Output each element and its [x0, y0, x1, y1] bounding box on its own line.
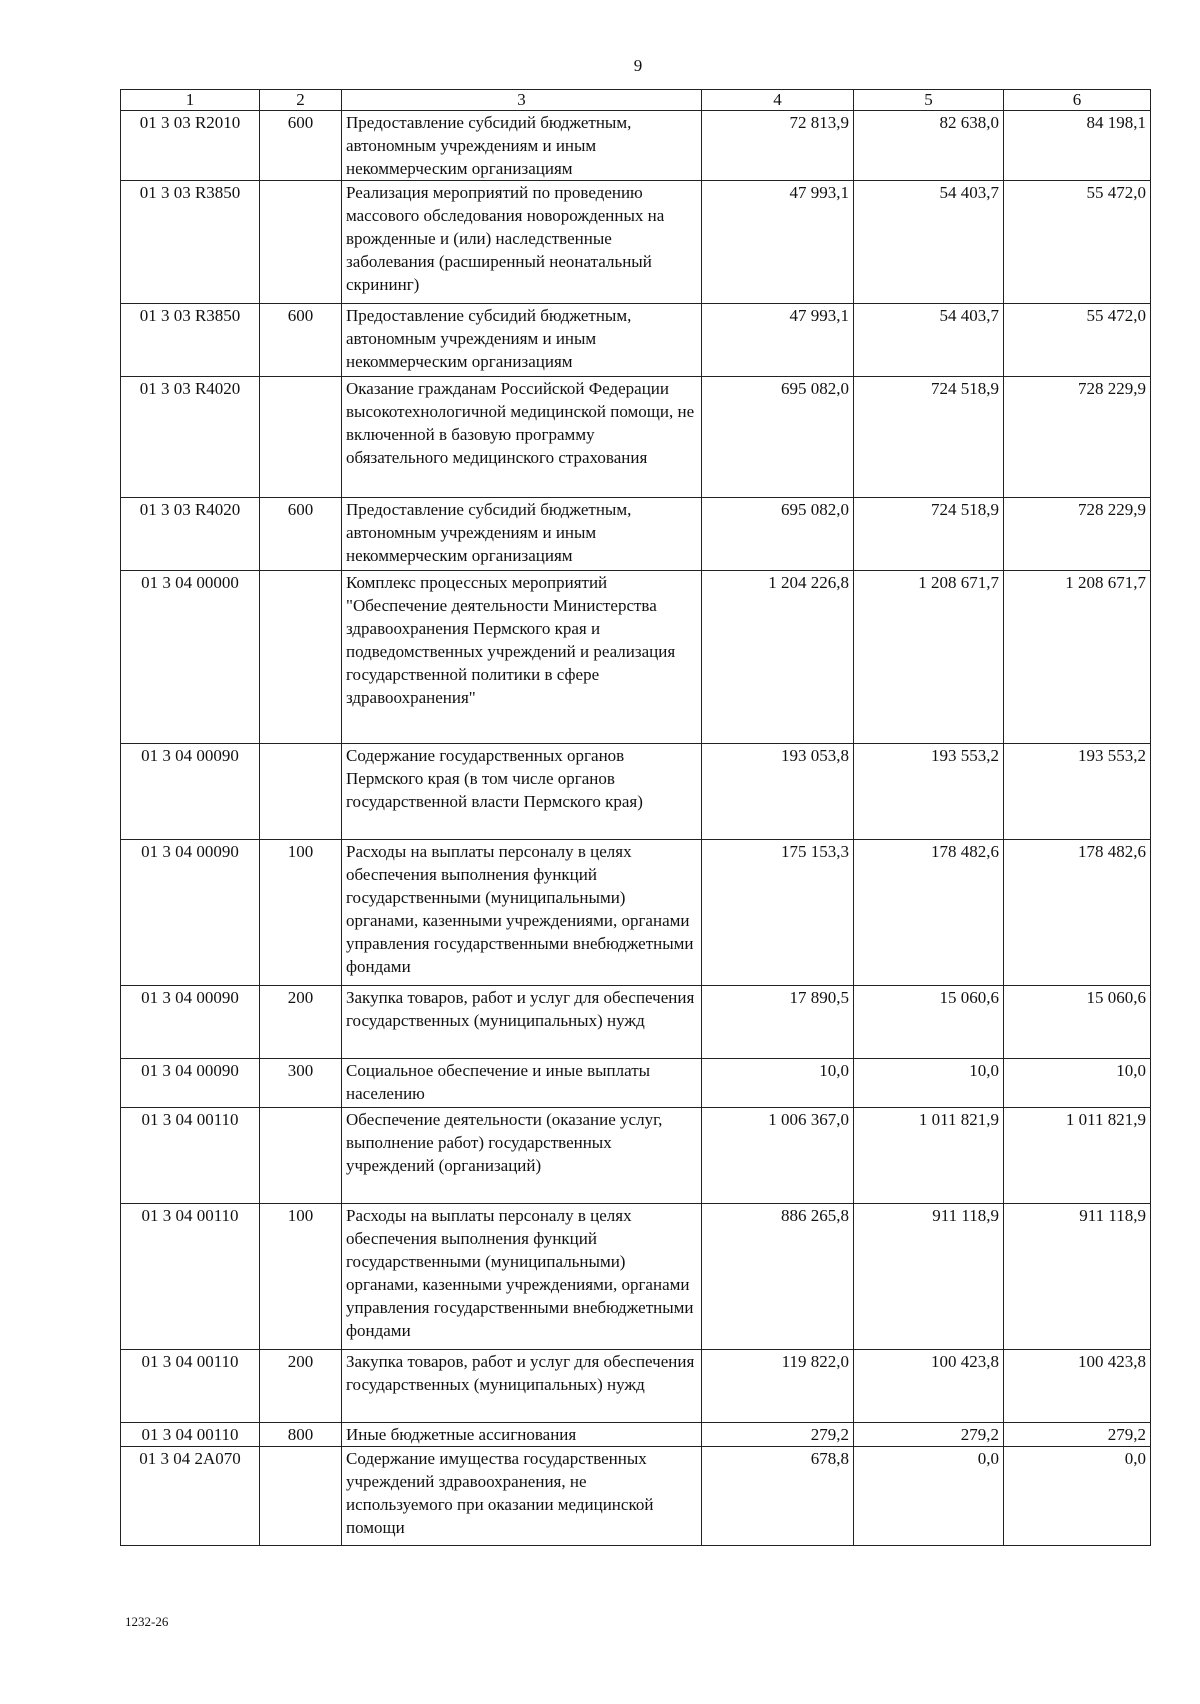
header-cell: 2: [260, 90, 342, 111]
description-cell: Реализация мероприятий по проведению массового обследования новорожденных на врожденные и (или) наследственные заболевания (расширенный неонатальный скрининг): [342, 181, 702, 304]
amount-col5-cell: 0,0: [854, 1447, 1004, 1546]
table-row: [121, 1423, 1151, 1447]
description-cell: Предоставление субсидий бюджетным, автономным учреждениям и иным некоммерческим организациям: [342, 111, 702, 181]
amount-col5-cell: 724 518,9: [854, 377, 1004, 498]
budget-code-cell: 01 3 04 00090: [121, 840, 260, 986]
amount-col6-cell: 279,2: [1004, 1423, 1151, 1447]
amount-col5-cell: 54 403,7: [854, 304, 1004, 377]
amount-col5-cell: 1 208 671,7: [854, 571, 1004, 744]
header-cell: 4: [702, 90, 854, 111]
description-cell: Обеспечение деятельности (оказание услуг, выполнение работ) государственных учреждений (организаций): [342, 1108, 702, 1204]
expense-type-cell: [260, 744, 342, 840]
amount-col4-cell: 695 082,0: [702, 498, 854, 571]
description-cell: Комплекс процессных мероприятий "Обеспечение деятельности Министерства здравоохранения Пермского края и подведомственных учреждений и реализация государственной политики в сфере здравоохранения": [342, 571, 702, 744]
expense-type-cell: 600: [260, 498, 342, 571]
expense-type-cell: [260, 1447, 342, 1546]
amount-col6-cell: 728 229,9: [1004, 498, 1151, 571]
table-row: [121, 181, 1151, 304]
header-cell: 6: [1004, 90, 1151, 111]
amount-col4-cell: 678,8: [702, 1447, 854, 1546]
budget-code-cell: 01 3 04 00110: [121, 1204, 260, 1350]
expense-type-cell: 200: [260, 986, 342, 1059]
header-cell: 1: [121, 90, 260, 111]
description-cell: Закупка товаров, работ и услуг для обеспечения государственных (муниципальных) нужд: [342, 1350, 702, 1423]
budget-code-cell: 01 3 04 00090: [121, 1059, 260, 1108]
description-cell: Содержание имущества государственных учреждений здравоохранения, не используемого при оказании медицинской помощи: [342, 1447, 702, 1546]
table-row: [121, 498, 1151, 571]
header-cell: 3: [342, 90, 702, 111]
amount-col6-cell: 100 423,8: [1004, 1350, 1151, 1423]
description-cell: Иные бюджетные ассигнования: [342, 1423, 702, 1447]
budget-code-cell: 01 3 03 R3850: [121, 181, 260, 304]
budget-code-cell: 01 3 04 00110: [121, 1350, 260, 1423]
expense-type-cell: 200: [260, 1350, 342, 1423]
budget-code-cell: 01 3 04 00090: [121, 986, 260, 1059]
amount-col4-cell: 47 993,1: [702, 304, 854, 377]
amount-col4-cell: 17 890,5: [702, 986, 854, 1059]
amount-col6-cell: 84 198,1: [1004, 111, 1151, 181]
amount-col6-cell: 1 011 821,9: [1004, 1108, 1151, 1204]
amount-col5-cell: 10,0: [854, 1059, 1004, 1108]
amount-col4-cell: 175 153,3: [702, 840, 854, 986]
amount-col5-cell: 82 638,0: [854, 111, 1004, 181]
amount-col6-cell: 0,0: [1004, 1447, 1151, 1546]
description-cell: Предоставление субсидий бюджетным, автономным учреждениям и иным некоммерческим организациям: [342, 498, 702, 571]
table-row: [121, 111, 1151, 181]
amount-col5-cell: 178 482,6: [854, 840, 1004, 986]
amount-col5-cell: 193 553,2: [854, 744, 1004, 840]
budget-table: [120, 89, 1151, 1546]
amount-col6-cell: 911 118,9: [1004, 1204, 1151, 1350]
table-row: [121, 1108, 1151, 1204]
table-row: [121, 1059, 1151, 1108]
amount-col6-cell: 10,0: [1004, 1059, 1151, 1108]
amount-col6-cell: 55 472,0: [1004, 181, 1151, 304]
amount-col6-cell: 15 060,6: [1004, 986, 1151, 1059]
table-row: [121, 304, 1151, 377]
amount-col5-cell: 279,2: [854, 1423, 1004, 1447]
budget-code-cell: 01 3 03 R4020: [121, 377, 260, 498]
amount-col5-cell: 724 518,9: [854, 498, 1004, 571]
table-row: [121, 377, 1151, 498]
amount-col4-cell: 193 053,8: [702, 744, 854, 840]
budget-code-cell: 01 3 03 R2010: [121, 111, 260, 181]
amount-col5-cell: 15 060,6: [854, 986, 1004, 1059]
table-row: [121, 744, 1151, 840]
expense-type-cell: [260, 1108, 342, 1204]
description-cell: Оказание гражданам Российской Федерации высокотехнологичной медицинской помощи, не включенной в базовую программу обязательного медицинского страхования: [342, 377, 702, 498]
amount-col5-cell: 100 423,8: [854, 1350, 1004, 1423]
amount-col4-cell: 1 204 226,8: [702, 571, 854, 744]
amount-col4-cell: 119 822,0: [702, 1350, 854, 1423]
amount-col6-cell: 55 472,0: [1004, 304, 1151, 377]
table-row: [121, 571, 1151, 744]
budget-code-cell: 01 3 04 00000: [121, 571, 260, 744]
amount-col5-cell: 911 118,9: [854, 1204, 1004, 1350]
description-cell: Предоставление субсидий бюджетным, автономным учреждениям и иным некоммерческим организациям: [342, 304, 702, 377]
amount-col4-cell: 886 265,8: [702, 1204, 854, 1350]
page-number: 9: [633, 56, 643, 75]
budget-code-cell: 01 3 04 00110: [121, 1423, 260, 1447]
amount-col6-cell: 193 553,2: [1004, 744, 1151, 840]
expense-type-cell: [260, 377, 342, 498]
amount-col6-cell: 178 482,6: [1004, 840, 1151, 986]
table-row: [121, 840, 1151, 986]
document-code: 1232-26: [125, 1614, 169, 1629]
table-row: [121, 1447, 1151, 1546]
budget-code-cell: 01 3 03 R4020: [121, 498, 260, 571]
budget-code-cell: 01 3 04 00110: [121, 1108, 260, 1204]
expense-type-cell: [260, 571, 342, 744]
expense-type-cell: 800: [260, 1423, 342, 1447]
expense-type-cell: 300: [260, 1059, 342, 1108]
amount-col6-cell: 728 229,9: [1004, 377, 1151, 498]
table-row: [121, 1350, 1151, 1423]
column-number-header: [121, 90, 1151, 111]
description-cell: Закупка товаров, работ и услуг для обеспечения государственных (муниципальных) нужд: [342, 986, 702, 1059]
expense-type-cell: [260, 181, 342, 304]
amount-col4-cell: 695 082,0: [702, 377, 854, 498]
description-cell: Социальное обеспечение и иные выплаты населению: [342, 1059, 702, 1108]
budget-code-cell: 01 3 03 R3850: [121, 304, 260, 377]
amount-col4-cell: 279,2: [702, 1423, 854, 1447]
expense-type-cell: 100: [260, 1204, 342, 1350]
header-cell: 5: [854, 90, 1004, 111]
amount-col4-cell: 1 006 367,0: [702, 1108, 854, 1204]
table-row: [121, 1204, 1151, 1350]
amount-col4-cell: 10,0: [702, 1059, 854, 1108]
budget-code-cell: 01 3 04 2А070: [121, 1447, 260, 1546]
amount-col4-cell: 72 813,9: [702, 111, 854, 181]
expense-type-cell: 600: [260, 304, 342, 377]
table-row: [121, 986, 1151, 1059]
amount-col5-cell: 1 011 821,9: [854, 1108, 1004, 1204]
description-cell: Расходы на выплаты персоналу в целях обеспечения выполнения функций государственными (муниципальными) органами, казенными учреждениями, органами управления государственными внебюджетными фондами: [342, 840, 702, 986]
budget-code-cell: 01 3 04 00090: [121, 744, 260, 840]
description-cell: Содержание государственных органов Пермского края (в том числе органов государственной власти Пермского края): [342, 744, 702, 840]
amount-col6-cell: 1 208 671,7: [1004, 571, 1151, 744]
expense-type-cell: 100: [260, 840, 342, 986]
amount-col4-cell: 47 993,1: [702, 181, 854, 304]
expense-type-cell: 600: [260, 111, 342, 181]
description-cell: Расходы на выплаты персоналу в целях обеспечения выполнения функций государственными (муниципальными) органами, казенными учреждениями, органами управления государственными внебюджетными фондами: [342, 1204, 702, 1350]
amount-col5-cell: 54 403,7: [854, 181, 1004, 304]
